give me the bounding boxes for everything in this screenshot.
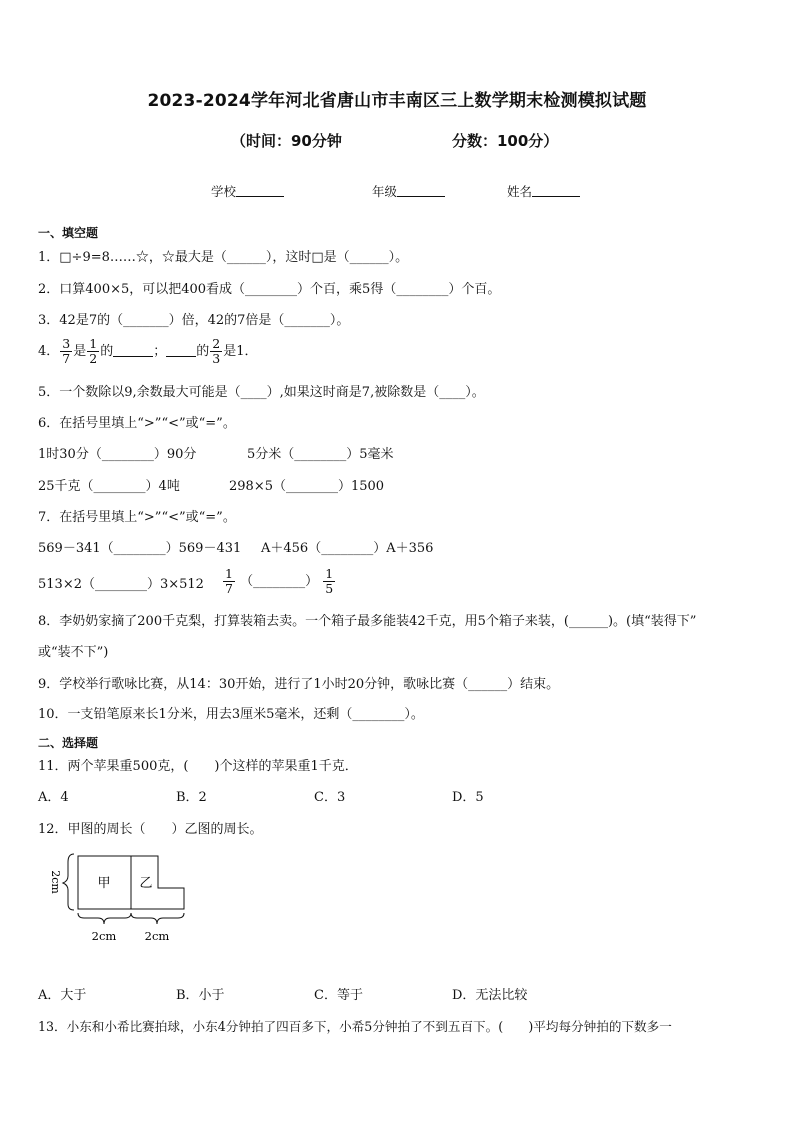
q7-fraction-2 xyxy=(323,567,335,596)
section-fill-blank-title: 一、填空题 xyxy=(38,226,99,240)
exam-time: （时间：90分钟 xyxy=(231,132,342,150)
dim-left-label: 2cm xyxy=(91,929,117,943)
dim-right-label: 2cm xyxy=(144,929,170,943)
q4-blank-2 xyxy=(166,343,196,357)
q12-option-c: C．等于 xyxy=(314,988,363,1003)
school-blank xyxy=(236,184,284,197)
grade-field xyxy=(372,182,445,200)
school-field xyxy=(211,182,284,200)
q7-fraction-1 xyxy=(223,567,235,596)
question-7d xyxy=(222,567,336,596)
section-choice-title: 二、选择题 xyxy=(38,736,99,750)
q11-option-c: C．3 xyxy=(314,790,346,805)
question-12: 12．甲图的周长（ ）乙图的周长。 xyxy=(38,822,263,837)
question-8-line-2: 或“装不下”) xyxy=(38,645,109,660)
bottom-brace-left xyxy=(78,913,131,924)
question-6b: 5分米（________）5毫米 xyxy=(247,447,394,462)
q7-f2-numerator: 1 xyxy=(325,566,334,581)
question-10: 10．一支铅笔原来长1分米，用去3厘米5毫米，还剩（________）。 xyxy=(38,707,424,722)
q12-option-a: A．大于 xyxy=(38,988,87,1003)
q11-option-d: D．5 xyxy=(452,790,484,805)
question-13: 13．小东和小希比赛拍球，小东4分钟拍了四百多下，小希5分钟拍了不到五百下。( )平均每分钟拍的下数多一 xyxy=(38,1019,672,1034)
q4-is: 是 xyxy=(73,344,87,359)
question-2: 2．口算400×5，可以把400看成（________）个百，乘5得（________）个百。 xyxy=(38,282,501,297)
q4-fraction-2 xyxy=(87,337,99,366)
q7-f1-denominator: 7 xyxy=(225,581,233,596)
question-8-line-1: 8．李奶奶家摘了200千克梨，打算装箱去卖。一个箱子最多能装42千克，用5个箱子来装，(______)。(填“装得下” xyxy=(38,614,697,629)
q4-de-1: 的 xyxy=(100,344,114,359)
label-jia: 甲 xyxy=(97,876,111,891)
question-7b: A＋456（________）A＋356 xyxy=(261,541,434,556)
q12-option-b: B．小于 xyxy=(176,988,225,1003)
q4-f1-denominator: 7 xyxy=(62,351,71,366)
question-6-title: 6．在括号里填上“>”“<”或“=”。 xyxy=(38,416,236,431)
question-9: 9．学校举行歌咏比赛，从14：30开始，进行了1小时20分钟，歌咏比赛（______）结束。 xyxy=(38,677,560,692)
q4-f2-numerator: 1 xyxy=(89,336,98,351)
q4-f1-numerator: 3 xyxy=(62,336,71,351)
q7-f1-numerator: 1 xyxy=(225,566,233,581)
question-7-title: 7．在括号里填上“>”“<”或“=”。 xyxy=(38,510,236,525)
grade-label: 年级 xyxy=(372,184,398,199)
q12-option-d: D．无法比较 xyxy=(452,988,528,1003)
q12-figure xyxy=(38,850,198,950)
question-7a: 569－341（________）569－431 xyxy=(38,541,242,556)
q4-prefix: 4． xyxy=(38,344,60,359)
name-field xyxy=(507,182,580,200)
exam-title: 2023-2024学年河北省唐山市丰南区三上数学期末检测模拟试题 xyxy=(147,91,647,111)
question-11: 11．两个苹果重500克，( )个这样的苹果重1千克． xyxy=(38,759,358,774)
question-6a: 1时30分（________）90分 xyxy=(38,447,197,462)
question-3: 3．42是7的（_______）倍，42的7倍是（_______）。 xyxy=(38,313,350,328)
dim-height-label: 2cm xyxy=(49,870,62,894)
school-label: 学校 xyxy=(211,184,237,199)
q4-f3-numerator: 2 xyxy=(212,336,221,351)
exam-score: 分数：100分） xyxy=(452,132,559,150)
name-blank xyxy=(532,184,580,197)
name-label: 姓名 xyxy=(507,184,533,199)
q4-f2-denominator: 2 xyxy=(89,351,98,366)
question-5: 5．一个数除以9,余数最大可能是（____）,如果这时商是7,被除数是（____）。 xyxy=(38,385,485,400)
q4-fraction-1 xyxy=(60,337,72,366)
label-yi: 乙 xyxy=(139,876,153,891)
q4-tail: 是1． xyxy=(223,344,258,359)
q4-de-2: 的 xyxy=(196,344,210,359)
q4-f3-denominator: 3 xyxy=(212,351,221,366)
question-7c: 513×2（________）3×512 xyxy=(38,577,204,592)
q4-blank-1 xyxy=(113,343,153,357)
q7-f2-denominator: 5 xyxy=(325,581,334,596)
height-brace xyxy=(63,854,74,910)
question-1: 1．□÷9=8……☆，☆最大是（______），这时□是（______）。 xyxy=(38,250,409,265)
q4-fraction-3 xyxy=(210,337,222,366)
q11-option-a: A．4 xyxy=(38,790,69,805)
question-6d: 298×5（________）1500 xyxy=(229,479,385,494)
question-4 xyxy=(38,337,257,366)
q4-separator: ； xyxy=(153,344,167,359)
bottom-brace-right xyxy=(131,913,184,924)
grade-blank xyxy=(397,184,445,197)
q11-option-b: B．2 xyxy=(176,790,207,805)
q7-paren: （________） xyxy=(240,574,319,589)
question-6c: 25千克（________）4吨 xyxy=(38,479,180,494)
